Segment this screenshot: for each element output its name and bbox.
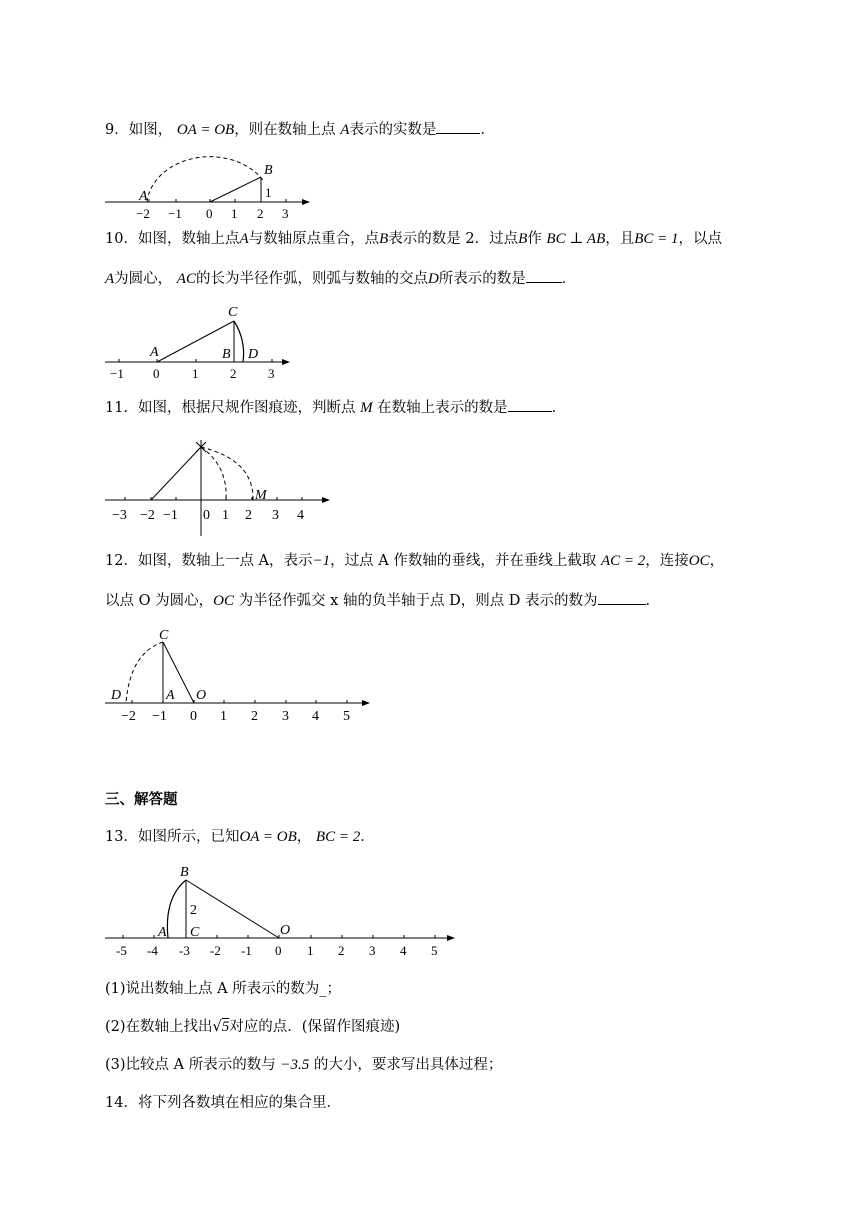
tick-label: 2 — [245, 508, 252, 523]
q13-part2: (2)在数轴上找出√5对应的点．(保留作图痕迹) — [105, 1019, 401, 1035]
tick-label: 3 — [369, 943, 376, 958]
point-label-c: C — [159, 628, 169, 643]
point-label-o: O — [196, 688, 207, 703]
section-heading: 三、解答题 — [105, 792, 178, 808]
point-label-a: A — [139, 189, 148, 204]
tick-label: −3 — [112, 508, 127, 523]
tick-label: 5 — [431, 943, 438, 958]
tick-label: 0 — [190, 709, 197, 724]
tick-label: 3 — [282, 709, 289, 724]
q12-text-line1: 12．如图，数轴上一点 A，表示−1，过点 A 作数轴的垂线，并在垂线上截取 AC = 2，连接OC， — [105, 553, 725, 569]
q12-text-line2: 以点 O 为圆心，OC 为半径作弧交 x 轴的负半轴于点 D，则点 D 表示的数为 ． — [105, 590, 660, 611]
q13-figure — [100, 860, 465, 960]
point-label-c: C — [228, 305, 238, 320]
q12-figure — [100, 625, 380, 730]
tick-label: −1 — [168, 206, 182, 221]
tick-label: 2 — [338, 943, 345, 958]
tick-label: 4 — [400, 943, 407, 958]
tick-label: -4 — [147, 943, 158, 958]
tick-label: 1 — [307, 943, 314, 958]
tick-label: 4 — [312, 709, 319, 724]
q13-text: 13．如图所示，已知OA = OB， BC = 2． — [105, 829, 375, 845]
tick-label: 0 — [153, 366, 160, 381]
tick-label: 1 — [220, 709, 227, 724]
answer-blank[interactable] — [436, 119, 480, 134]
tick-label: -2 — [210, 943, 221, 958]
q13-part1: (1)说出数轴上点 A 所表示的数为_； — [105, 981, 341, 997]
tick-label: 0 — [203, 508, 210, 523]
tick-label: 1 — [222, 508, 229, 523]
tick-label: −1 — [110, 366, 124, 381]
answer-blank[interactable] — [508, 397, 552, 412]
tick-label: −1 — [152, 709, 167, 724]
point-label-a: A — [150, 345, 159, 360]
point-label-m: M — [255, 488, 267, 503]
tick-label: 3 — [272, 508, 279, 523]
tick-label: 2 — [230, 366, 237, 381]
tick-label: 0 — [275, 943, 282, 958]
q9-figure — [100, 150, 320, 225]
point-label-b: B — [222, 347, 231, 362]
q10-figure — [100, 300, 300, 382]
tick-label: 5 — [343, 709, 350, 724]
point-label-d: D — [248, 347, 259, 362]
tick-label: 2 — [257, 206, 264, 221]
q10-text-line1: 10．如图，数轴上点A与数轴原点重合，点B表示的数是 2．过点B作 BC ⊥ AB，且BC = 1，以点 — [105, 231, 723, 247]
point-label-d: D — [111, 688, 122, 703]
point-label-c: C — [190, 925, 200, 940]
q11-figure — [100, 438, 340, 538]
tick-label: −2 — [140, 508, 155, 523]
q14-text: 14．将下列各数填在相应的集合里． — [105, 1095, 341, 1111]
tick-label: −1 — [163, 508, 178, 523]
point-label-a: A — [166, 688, 175, 703]
point-label-b: B — [264, 163, 273, 178]
tick-label: 1 — [231, 206, 238, 221]
q10-text-line2: A为圆心， AC的长为半径作弧，则弧与数轴的交点D所表示的数是 ． — [105, 268, 576, 289]
answer-blank[interactable] — [598, 590, 646, 605]
q9-text: 9．如图， OA = OB，则在数轴上点 A表示的实数是 ． — [105, 119, 495, 140]
tick-label: 4 — [297, 508, 304, 523]
segment-label: 2 — [190, 903, 197, 918]
q13-part3: (3)比较点 A 所表示的数与 −3.5 的大小，要求写出具体过程； — [105, 1057, 503, 1073]
point-label-a: A — [158, 925, 167, 940]
tick-label: -5 — [116, 943, 127, 958]
answer-blank[interactable] — [526, 268, 562, 283]
tick-label: 3 — [282, 206, 289, 221]
tick-label: 3 — [268, 366, 275, 381]
segment-label: 1 — [265, 185, 272, 200]
tick-label: -1 — [241, 943, 252, 958]
q11-text: 11．如图，根据尺规作图痕迹，判断点 M 在数轴上表示的数是 ． — [105, 397, 566, 418]
sqrt-sign: √ — [212, 1019, 222, 1035]
point-label-o: O — [280, 923, 291, 938]
tick-label: −2 — [121, 709, 136, 724]
tick-label: 0 — [206, 206, 213, 221]
tick-label: 1 — [192, 366, 199, 381]
tick-label: −2 — [136, 206, 150, 221]
tick-label: -3 — [179, 943, 190, 958]
point-label-b: B — [180, 865, 189, 880]
tick-label: 2 — [251, 709, 258, 724]
